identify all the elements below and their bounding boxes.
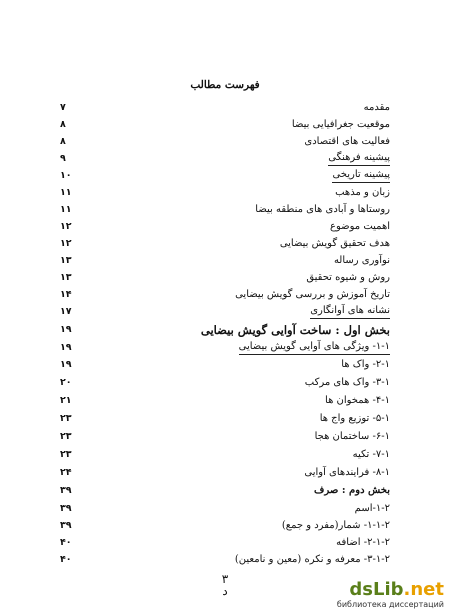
toc-entry-label: پیشینه فرهنگی	[328, 151, 390, 166]
toc-entry-label: ۳-۱-۲- معرفه و نکره (معین و نامعین)	[234, 554, 390, 565]
toc-entry-label: ۸-۱- فرایندهای آوایی	[304, 467, 390, 478]
toc-entry-label: فعالیت های اقتصادی	[304, 136, 390, 147]
toc-entry	[60, 483, 390, 499]
toc-entry-page: ۸	[60, 119, 66, 130]
toc-entry-label: بخش دوم : صرف	[314, 485, 390, 496]
toc-entry-label: ۳-۱- واک های مرکب	[304, 377, 390, 388]
toc-entry-page: ۱۹	[60, 359, 72, 370]
toc-entry	[60, 236, 390, 252]
toc-entry	[60, 151, 390, 167]
toc-entry-label: پیشینه تاریخی	[332, 168, 390, 183]
toc-entry	[60, 552, 390, 568]
toc-entry-page: ۱۳	[60, 272, 72, 283]
toc-entry-page: ۸	[60, 136, 66, 147]
toc-entry-label: ۲-۱-۲- اضافه	[336, 537, 390, 548]
toc-entry-page: ۱۲	[60, 221, 72, 232]
toc-entry	[60, 287, 390, 303]
toc-entry-page: ۱۹	[60, 342, 72, 353]
toc-entry-page: ۱۲	[60, 238, 72, 249]
toc-entry-label: ۱-۱- ویژگی های آوایی گویش بیضایی	[239, 340, 390, 355]
toc-entry-page: ۱۱	[60, 204, 72, 215]
toc-entry	[60, 219, 390, 235]
toc-entry-page: ۴۰	[60, 554, 72, 565]
toc-entry-label: ۷-۱- تکیه	[352, 449, 390, 460]
toc-entry-page: ۱۰	[60, 170, 72, 181]
page-title: فهرست مطالب	[190, 79, 260, 91]
toc-entry	[60, 100, 390, 116]
toc-entry-page: ۹	[60, 153, 66, 164]
toc-entry	[60, 340, 390, 356]
toc-entry-label: ۵-۱- توزیع واج ها	[319, 413, 390, 424]
toc-entry-label: هدف تحقیق گویش بیضایی	[279, 238, 390, 249]
toc-entry-label: ۴-۱- همخوان ها	[325, 395, 390, 406]
toc-entry-label: موقعیت جغرافیایی بیضا	[291, 119, 390, 130]
toc-entry-page: ۱۳	[60, 255, 72, 266]
toc-entry	[60, 168, 390, 184]
toc-entry	[60, 185, 390, 201]
toc-entry-label: نشانه های آوانگاری	[310, 304, 390, 319]
toc-entry	[60, 393, 390, 409]
toc-entry-label: ۶-۱- ساختمان هجا	[314, 431, 390, 442]
page-letter: د	[222, 584, 228, 598]
toc-entry-page: ۱۴	[60, 289, 72, 300]
toc-entry	[60, 501, 390, 517]
toc-entry-label: ۱-۲-اسم	[354, 503, 390, 514]
toc-entry-label: روش و شیوه تحقیق	[306, 272, 390, 283]
toc-entry-page: ۲۳	[60, 431, 72, 442]
toc-entry-label: تاریخ آموزش و بررسی گویش بیضایی	[235, 289, 390, 300]
toc-entry-page: ۴۰	[60, 537, 72, 548]
toc-entry	[60, 117, 390, 133]
toc-entry-page: ۲۱	[60, 395, 72, 406]
toc-entry	[60, 447, 390, 463]
toc-entry-page: ۳۹	[60, 520, 72, 531]
toc-entry-label: مقدمه	[363, 102, 390, 113]
toc-entry	[60, 429, 390, 445]
watermark-logo: dsLib.net	[349, 579, 444, 600]
toc-entry	[60, 357, 390, 373]
toc-entry-label: بخش اول : ساخت آوایی گویش بیضایی	[200, 323, 390, 337]
toc-entry	[60, 465, 390, 481]
toc-entry-page: ۳۹	[60, 485, 72, 496]
toc-entry	[60, 535, 390, 551]
toc-entry-page: ۷	[60, 102, 66, 113]
watermark-subtitle: библиотека диссертаций	[336, 600, 444, 609]
toc-entry-label: زبان و مذهب	[335, 187, 390, 198]
toc-entry-page: ۱۱	[60, 187, 72, 198]
toc-entry-label: روستاها و آبادی های منطقه بیضا	[255, 204, 390, 215]
page-number: ۳	[221, 572, 229, 586]
toc-entry	[60, 322, 390, 338]
toc-entry-label: اهمیت موضوع	[330, 221, 390, 232]
toc-entry-label: نوآوری رساله	[333, 255, 390, 266]
toc-entry	[60, 202, 390, 218]
toc-entry	[60, 304, 390, 320]
toc-entry	[60, 253, 390, 269]
toc-entry-page: ۲۰	[60, 377, 72, 388]
toc-entry	[60, 411, 390, 427]
toc-entry-label: ۱-۱-۲- شمار(مفرد و جمع)	[281, 520, 390, 531]
toc-entry-label: ۲-۱- واک ها	[341, 359, 390, 370]
toc-entry	[60, 270, 390, 286]
toc-entry-page: ۲۳	[60, 413, 72, 424]
watermark[interactable]	[324, 580, 444, 610]
toc-entry	[60, 375, 390, 391]
toc-entry	[60, 134, 390, 150]
toc-entry-page: ۲۴	[60, 467, 72, 478]
toc-entry-page: ۳۹	[60, 503, 72, 514]
toc-entry-page: ۱۷	[60, 306, 72, 317]
toc-entry-page: ۱۹	[60, 324, 72, 335]
toc-entry-page: ۲۳	[60, 449, 72, 460]
toc-entry	[60, 518, 390, 534]
